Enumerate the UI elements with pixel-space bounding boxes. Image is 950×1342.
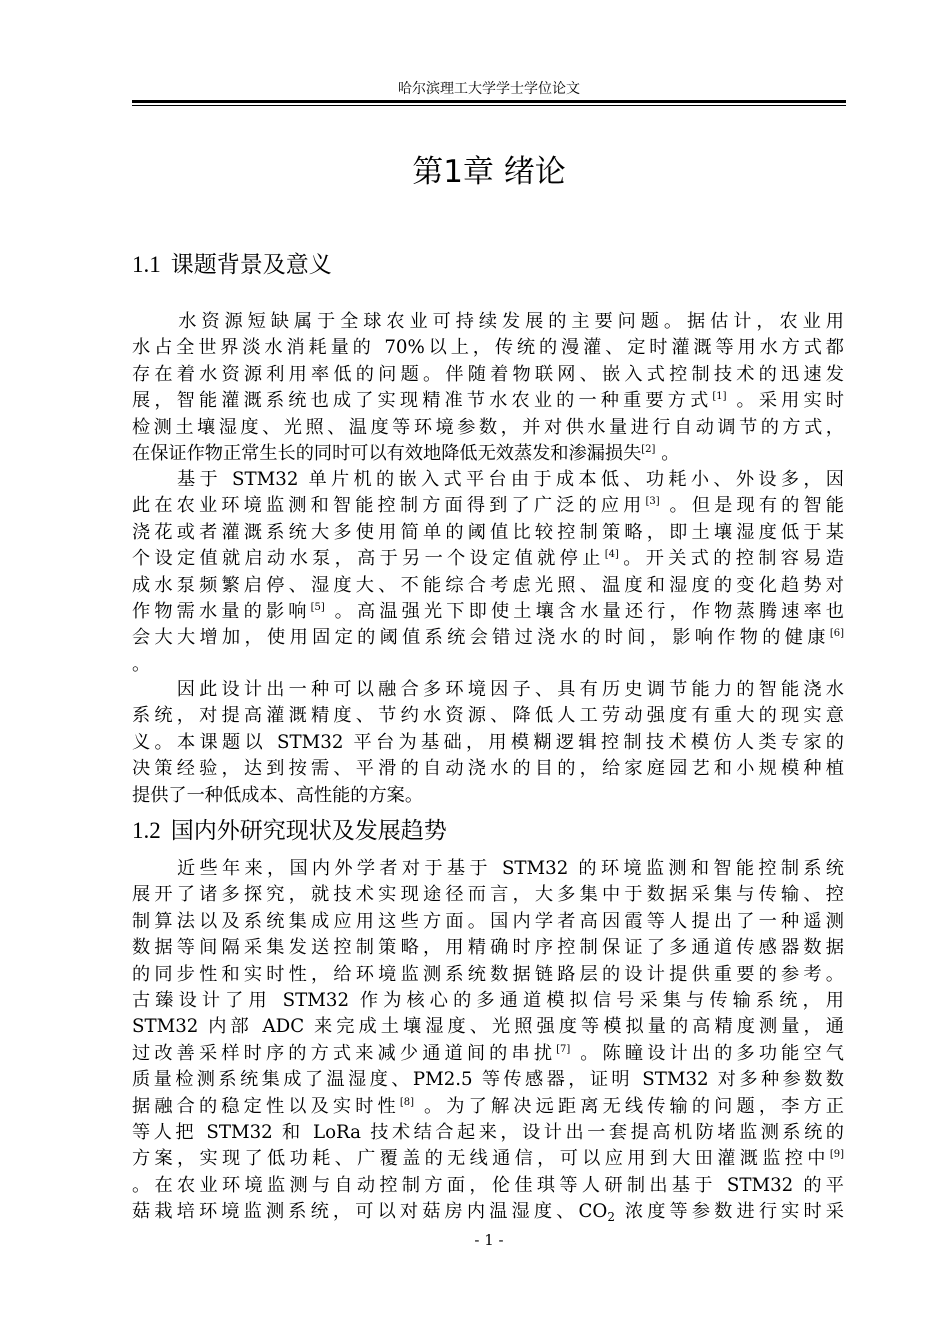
- paragraph-3: [132, 677, 844, 809]
- text-line: 制算法以及系统集成应用这些方面。国内学者高因霞等人提出了一种遥测: [132, 910, 844, 932]
- text-line: 数据等间隔采集发送控制策略，用精确时序控制保证了多通道传感器数据: [132, 937, 844, 959]
- text-line: 质量检测系统集成了温湿度、PM2.5 等传感器，证明 STM32 对多种参数数: [132, 1069, 844, 1091]
- text-line: 义。本课题以 STM32 平台为基础，用模糊逻辑控制技术模仿人类专家的: [132, 731, 844, 753]
- citation[interactable]: [3]: [645, 496, 660, 508]
- text-line: 古臻设计了用 STM32 作为核心的多通道模拟信号采集与传输系统，用: [132, 990, 844, 1012]
- citation[interactable]: [4]: [604, 549, 619, 561]
- text-line: 据融合的稳定性以及实时性[8] 。为了解决远距离无线传输的问题，李方正: [132, 1095, 844, 1117]
- section-heading-1-1: [132, 250, 332, 280]
- text-line: 基于 STM32 单片机的嵌入式平台由于成本低、功耗小、外设多，因: [132, 469, 844, 490]
- text-line: 菇栽培环境监测系统，可以对菇房内温湿度、$CO_2$ 浓度等参数进行实时采: [132, 1201, 844, 1225]
- section-title: 国内外研究现状及发展趋势: [170, 818, 447, 844]
- section-number: 1.2: [132, 818, 161, 843]
- text-line: 。在农业环境监测与自动控制方面，伦佳琪等人研制出基于 STM32 的平: [132, 1174, 844, 1196]
- citation[interactable]: [7]: [556, 1043, 571, 1055]
- text-line: 水资源短缺属于全球农业可持续发展的主要问题。据估计，农业用: [132, 311, 844, 332]
- citation[interactable]: [9]: [829, 1149, 844, 1161]
- text-line: 此在农业环境监测和智能控制方面得到了广泛的应用[3] 。但是现有的智能: [132, 495, 844, 517]
- text-line: 等人把 STM32 和 LoRa 技术结合起来，设计出一套提高机防堵监测系统的: [132, 1122, 844, 1144]
- text-line: 会大大增加，使用固定的阈值系统会错过浇水的时间，影响作物的健康[6]: [132, 627, 844, 649]
- text-line: 展，智能灌溉系统也成了实现精准节水农业的一种重要方式[1] 。采用实时: [132, 390, 844, 412]
- text-line: 方案，实现了低功耗、广覆盖的无线通信，可以应用到大田灌溉监控中[9]: [132, 1148, 844, 1170]
- text-line: 决策经验，达到按需、平滑的自动浇水的目的，给家庭园艺和小规模种植: [132, 758, 844, 780]
- page-number: - 1 -: [474, 1231, 504, 1249]
- subscript: 2: [607, 1210, 615, 1225]
- section-number: 1.1: [132, 252, 161, 277]
- text-line: 作物需水量的影响[5] 。高温强光下即使土壤含水量还行，作物蒸腾速率也: [132, 601, 844, 623]
- text-line: 因此设计出一种可以融合多环境因子、具有历史调节能力的智能浇水: [132, 679, 844, 700]
- text-line: 提供了一种低成本、高性能的方案。: [132, 784, 424, 806]
- text-line: 展开了诸多探究，就技术实现途径而言，大多集中于数据采集与传输、控: [132, 884, 844, 906]
- citation[interactable]: [6]: [829, 628, 844, 640]
- paragraph-4: [132, 856, 844, 1226]
- section-heading-1-2: [132, 816, 447, 846]
- text-line: 近些年来，国内外学者对于基于 STM32 的环境监测和智能控制系统: [132, 858, 844, 879]
- text-line: 存在着水资源利用率低的问题。伴随着物联网、嵌入式控制技术的迅速发: [132, 363, 844, 385]
- paragraph-2: [132, 467, 844, 678]
- text-line: 检测土壤湿度、光照、温度等环境参数，并对供水量进行自动调节的方式，: [132, 416, 844, 438]
- paragraph-1: [132, 309, 844, 467]
- citation[interactable]: [2]: [641, 444, 656, 456]
- citation[interactable]: [5]: [310, 602, 325, 614]
- text-line: 成水泵频繁启停、湿度大、不能综合考虑光照、温度和湿度的变化趋势对: [132, 574, 844, 596]
- header-rule-thin: [132, 105, 846, 106]
- text-line: 水占全世界淡水消耗量的 70%以上，传统的漫灌、定时灌溉等用水方式都: [132, 337, 844, 359]
- text-line: 在保证作物正常生长的同时可以有效地降低无效蒸发和渗漏损失[2] 。: [132, 443, 680, 465]
- text-line: 系统，对提高灌溉精度、节约水资源、降低人工劳动强度有重大的现实意: [132, 705, 844, 727]
- text-line: 浇花或者灌溉系统大多使用简单的阈值比较控制策略，即土壤湿度低于某: [132, 521, 844, 543]
- running-header: 哈尔滨理工大学学士学位论文: [398, 81, 580, 97]
- section-title: 课题背景及意义: [170, 252, 332, 278]
- citation[interactable]: [8]: [399, 1096, 415, 1108]
- chapter-title: 第1章 绪论: [412, 154, 566, 190]
- text-line: 个设定值就启动水泵，高于另一个设定值就停止[4]。开关式的控制容易造: [132, 548, 844, 570]
- text-line: 。: [132, 653, 151, 675]
- header-rule-thick: [132, 100, 846, 103]
- text-line: STM32 内部 ADC 来完成土壤湿度、光照强度等模拟量的高精度测量，通: [132, 1016, 844, 1038]
- text-line: 的同步性和实时性，给环境监测系统数据链路层的设计提供重要的参考。: [132, 963, 844, 985]
- text-line: 过改善采样时序的方式来减少通道间的串扰[7] 。陈瞳设计出的多功能空气: [132, 1042, 844, 1064]
- citation[interactable]: [1]: [712, 391, 727, 403]
